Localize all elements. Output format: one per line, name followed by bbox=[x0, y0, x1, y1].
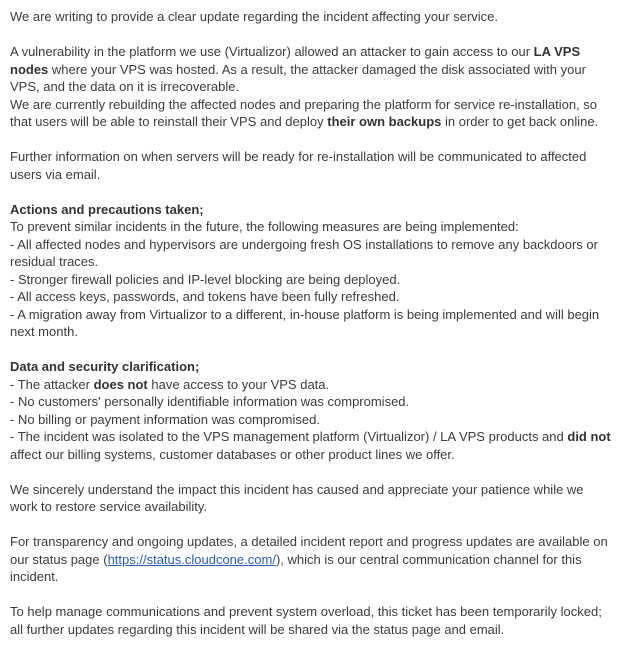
text-run: in order to get back online. bbox=[441, 114, 599, 129]
text-block bbox=[10, 533, 614, 586]
text-run: To help manage communications and prevent system overload, this ticket has been temporarily locked; all further updates regarding this incident will be shared via the status page and email. bbox=[10, 604, 602, 637]
paragraph bbox=[10, 481, 614, 516]
bold-text: their own backups bbox=[327, 114, 442, 129]
text-run: - No billing or payment information was compromised. bbox=[10, 411, 320, 427]
text-block bbox=[10, 148, 614, 183]
text-block bbox=[10, 8, 614, 26]
text-block bbox=[10, 481, 614, 516]
paragraph bbox=[10, 218, 614, 236]
text-block bbox=[10, 43, 614, 131]
bold-text: Actions and precautions taken; bbox=[10, 201, 204, 217]
list-item bbox=[10, 306, 614, 341]
text-run: - A migration away from Virtualizor to a different, in-house platform is being implemented and will begin next month. bbox=[10, 306, 600, 339]
list-item bbox=[10, 428, 614, 463]
text-run: - The incident was isolated to the VPS management platform (Virtualizor) / LA VPS products and bbox=[10, 429, 568, 444]
text-run: where your VPS was hosted. As a result, the attacker damaged the disk associated with your VPS, and the data on it is irrecoverable. bbox=[10, 61, 586, 94]
text-run: - All affected nodes and hypervisors are undergoing fresh OS installations to remove any backdoors or residual traces. bbox=[10, 236, 598, 269]
text-run: - The attacker bbox=[10, 376, 94, 392]
text-run: We sincerely understand the impact this incident has caused and appreciate your patience while we work to restore service availability. bbox=[10, 481, 584, 514]
text-run: - All access keys, passwords, and tokens have been fully refreshed. bbox=[10, 289, 400, 304]
bold-text: LA VPS nodes bbox=[10, 44, 581, 77]
ticket-message-body bbox=[10, 8, 614, 638]
text-run: We are currently rebuilding the affected nodes and preparing the platform for service re-installation, so that users will be able to reinstall their VPS and deploy bbox=[10, 96, 598, 129]
list-item bbox=[10, 236, 614, 271]
list-item bbox=[10, 288, 614, 306]
bold-text: Data and security clarification; bbox=[10, 359, 200, 374]
bold-text: did not bbox=[567, 429, 611, 444]
paragraph bbox=[10, 533, 614, 586]
text-run: ), which is our central communication channel for this incident. bbox=[10, 551, 582, 584]
text-block bbox=[10, 358, 614, 463]
text-run: For transparency and ongoing updates, a detailed incident report and progress updates are available on our status page ( bbox=[10, 534, 608, 567]
text-run: - Stronger firewall policies and IP-level blocking are being deployed. bbox=[10, 271, 401, 287]
text-block bbox=[10, 201, 614, 341]
text-run: Further information on when servers will be ready for re-installation will be communicated to affected users via email. bbox=[10, 149, 587, 182]
section-heading bbox=[10, 201, 614, 219]
paragraph bbox=[10, 603, 614, 638]
list-item bbox=[10, 393, 614, 411]
paragraph bbox=[10, 8, 614, 26]
status-page-link[interactable]: https://status.cloudcone.com/ bbox=[107, 551, 276, 567]
text-block bbox=[10, 603, 614, 638]
text-run: affect our billing systems, customer databases or other product lines we offer. bbox=[10, 446, 455, 462]
text-run: A vulnerability in the platform we use (Virtualizor) allowed an attacker to gain access to our bbox=[10, 44, 534, 59]
list-item bbox=[10, 411, 614, 429]
text-run: - No customers' personally identifiable information was compromised. bbox=[10, 394, 410, 409]
paragraph bbox=[10, 43, 614, 96]
bold-text: does not bbox=[93, 376, 148, 392]
list-item bbox=[10, 271, 614, 289]
text-run: To prevent similar incidents in the future, the following measures are being implemented: bbox=[10, 219, 519, 234]
list-item bbox=[10, 376, 614, 394]
section-heading bbox=[10, 358, 614, 376]
paragraph bbox=[10, 96, 614, 131]
text-run: We are writing to provide a clear update regarding the incident affecting your service. bbox=[10, 9, 499, 24]
paragraph bbox=[10, 148, 614, 183]
text-run: have access to your VPS data. bbox=[147, 376, 330, 392]
